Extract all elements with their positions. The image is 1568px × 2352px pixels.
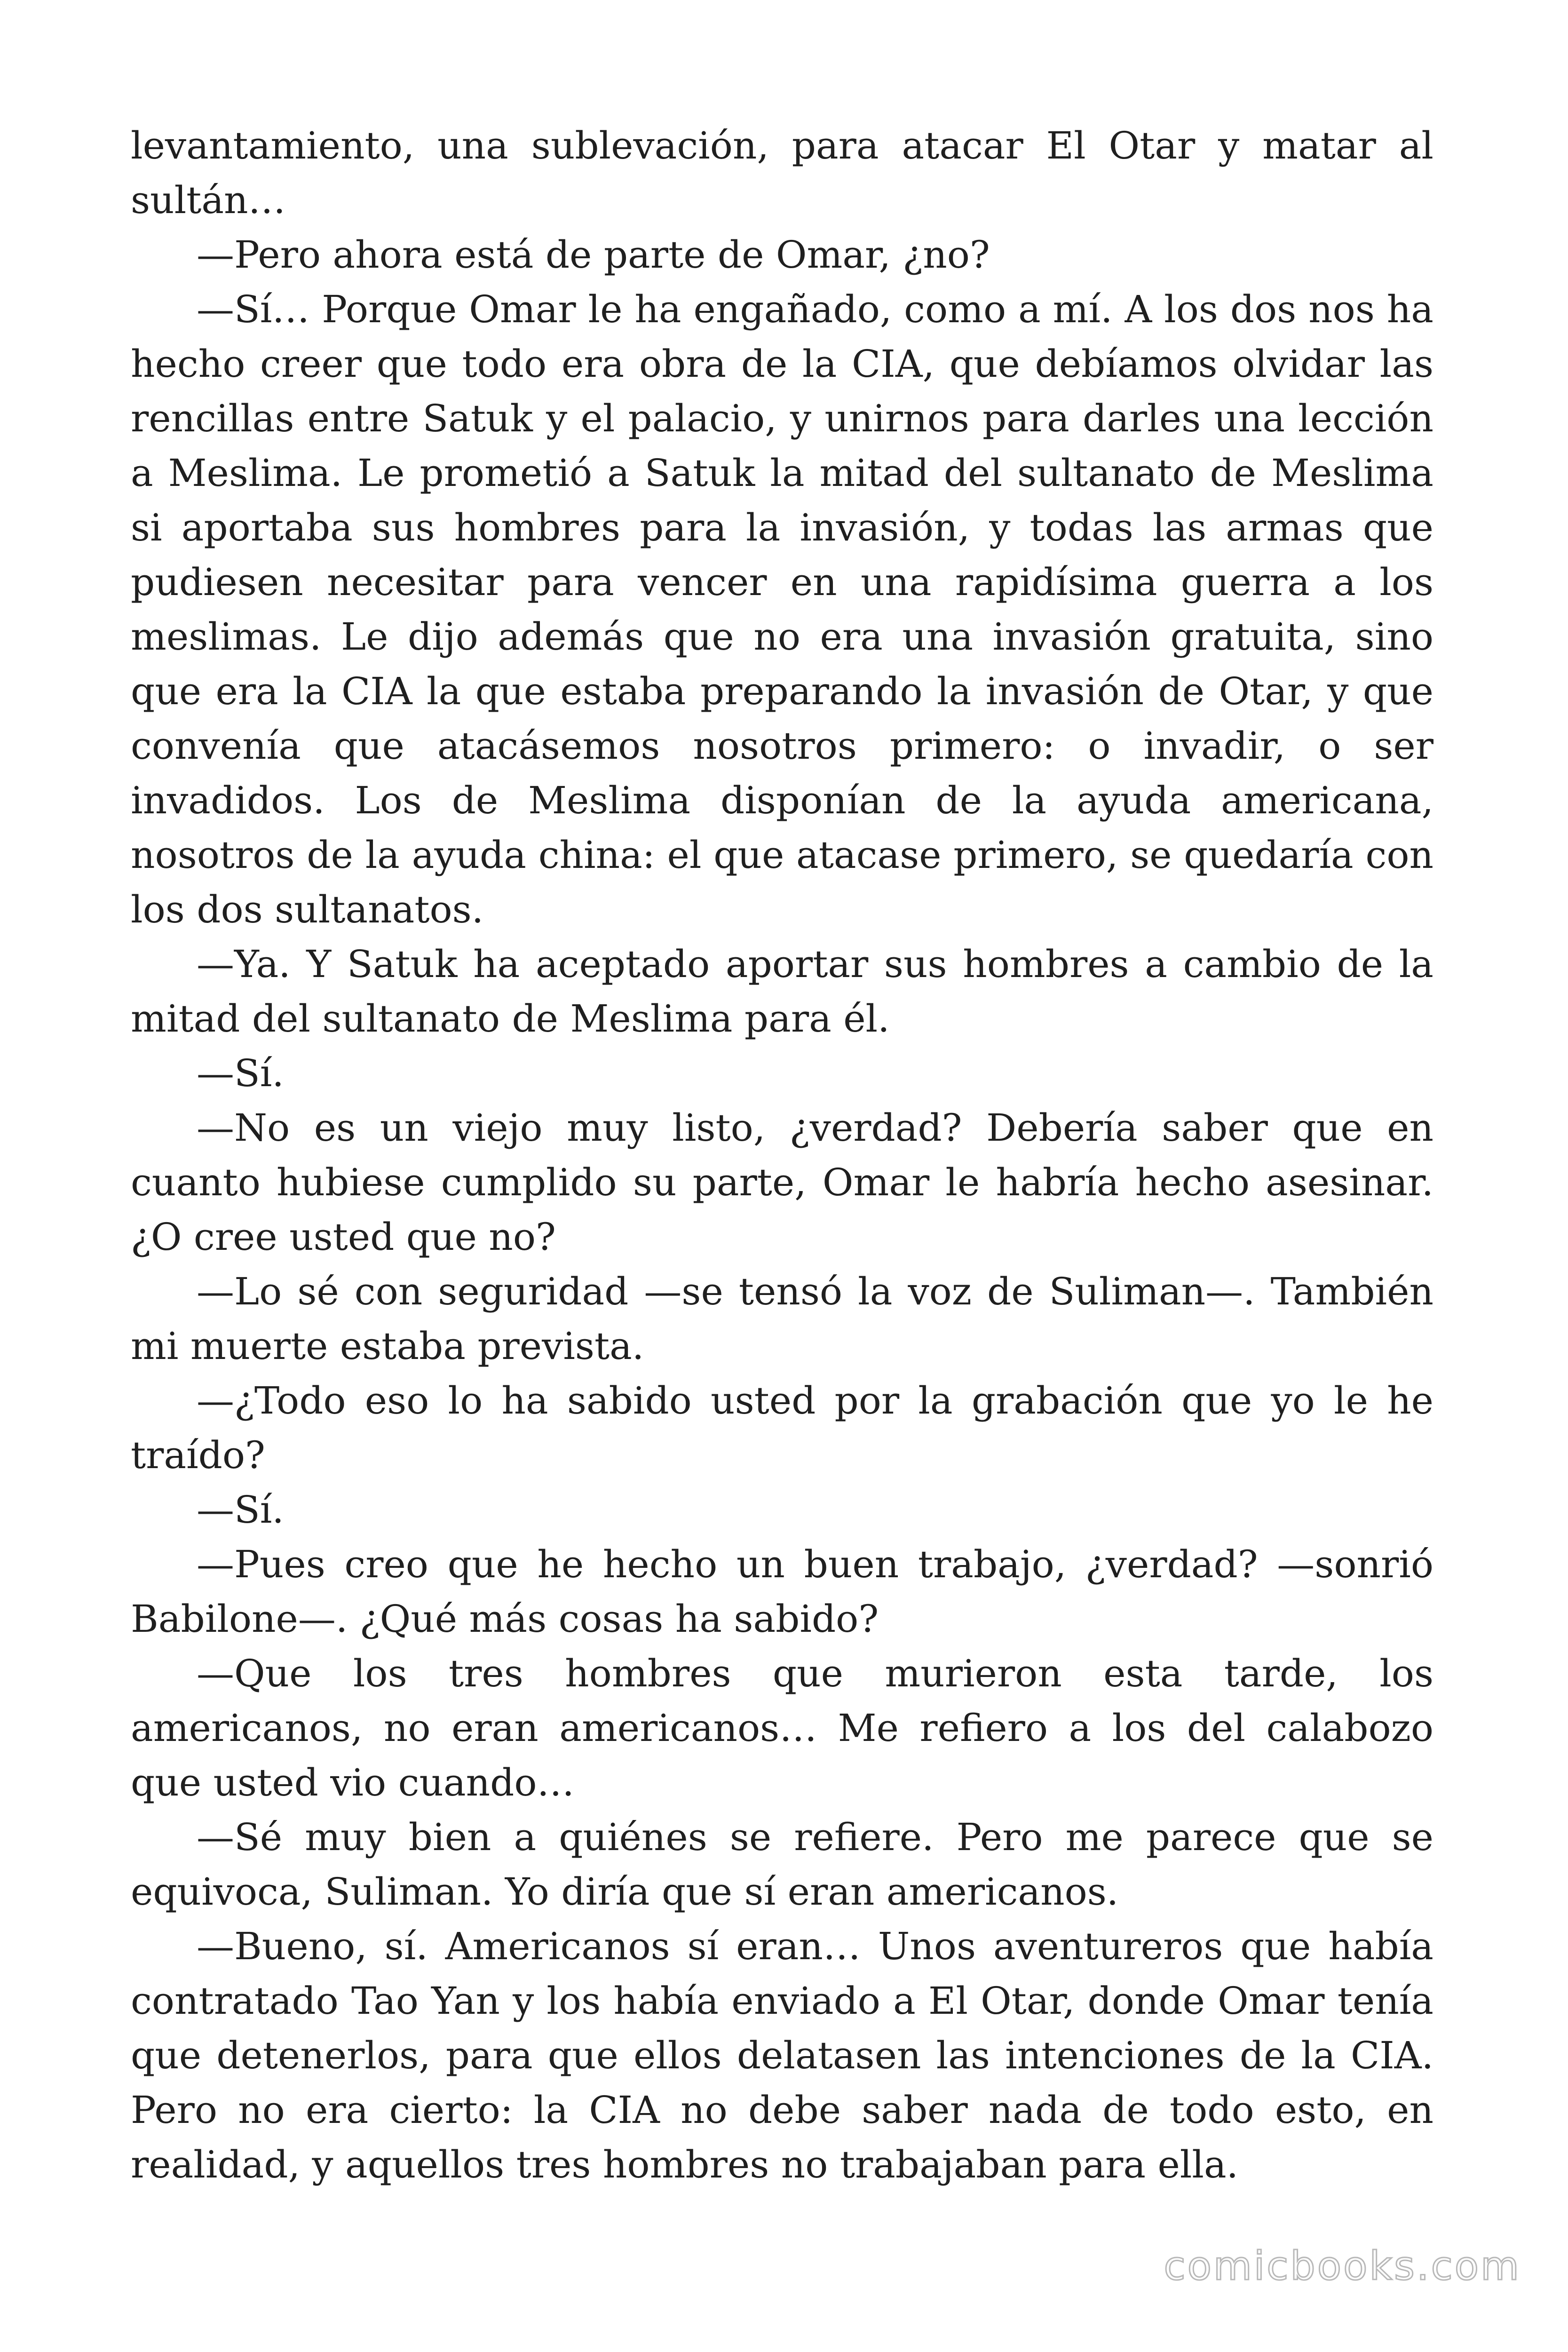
dialogue-paragraph: —Lo sé con seguridad —se tensó la voz de Suliman—. También mi muerte estaba prevista. xyxy=(131,1270,1433,1368)
dialogue-paragraph: —Sí. xyxy=(197,1488,284,1532)
dialogue-paragraph: —Pues creo que he hecho un buen trabajo, ¿verdad? —sonrió Babilone—. ¿Qué más cosas ha sabido? xyxy=(131,1542,1433,1641)
dialogue-paragraph: —Sí… Porque Omar le ha engañado, como a mí. A los dos nos ha hecho creer que todo era obra de la CIA, que debíamos olvidar las rencillas entre Satuk y el palacio, y unirnos para darles una lección a Meslima. Le prometió a Satuk la mitad del sultanato de Meslima si aportaba sus hombres para la invasión, y todas las armas que pudiesen necesitar para vencer en una rapidísima guerra a los meslimas. Le dijo además que no era una invasión gratuita, sino que era la CIA la que estaba preparando la invasión de Otar, y que convenía que atacásemos nosotros primero: o invadir, o ser invadidos. Los de Meslima disponían de la ayuda americana, nosotros de la ayuda china: el que atacase primero, se quedaría con los dos sultanatos. xyxy=(131,287,1433,931)
dialogue-paragraph: —Ya. Y Satuk ha aceptado aportar sus hombres a cambio de la mitad del sultanato de Meslima para él. xyxy=(131,942,1433,1041)
dialogue-paragraph: —Que los tres hombres que murieron esta tarde, los americanos, no eran americanos… Me refiero a los del calabozo que usted vio cuando… xyxy=(131,1652,1433,1804)
watermark-text: comicbooks.com xyxy=(1164,2243,1521,2289)
book-page-text xyxy=(131,119,1433,2192)
dialogue-paragraph: —¿Todo eso lo ha sabido usted por la grabación que yo le he traído? xyxy=(131,1379,1433,1477)
dialogue-paragraph: —Sé muy bien a quiénes se refiere. Pero me parece que se equivoca, Suliman. Yo diría que sí eran americanos. xyxy=(131,1815,1433,1914)
dialogue-paragraph: —No es un viejo muy listo, ¿verdad? Debería saber que en cuanto hubiese cumplido su parte, Omar le habría hecho asesinar. ¿O cree usted que no? xyxy=(131,1106,1433,1259)
dialogue-paragraph: —Pero ahora está de parte de Omar, ¿no? xyxy=(197,233,990,277)
paragraph-continuation: levantamiento, una sublevación, para atacar El Otar y matar al sultán… xyxy=(131,124,1433,222)
dialogue-paragraph: —Sí. xyxy=(197,1051,284,1095)
dialogue-paragraph: —Bueno, sí. Americanos sí eran… Unos aventureros que había contratado Tao Yan y los había enviado a El Otar, donde Omar tenía que detenerlos, para que ellos delatasen las intenciones de la CIA. Pero no era cierto: la CIA no debe saber nada de todo esto, en realidad, y aquellos tres hombres no trabajaban para ella. xyxy=(131,1924,1433,2186)
